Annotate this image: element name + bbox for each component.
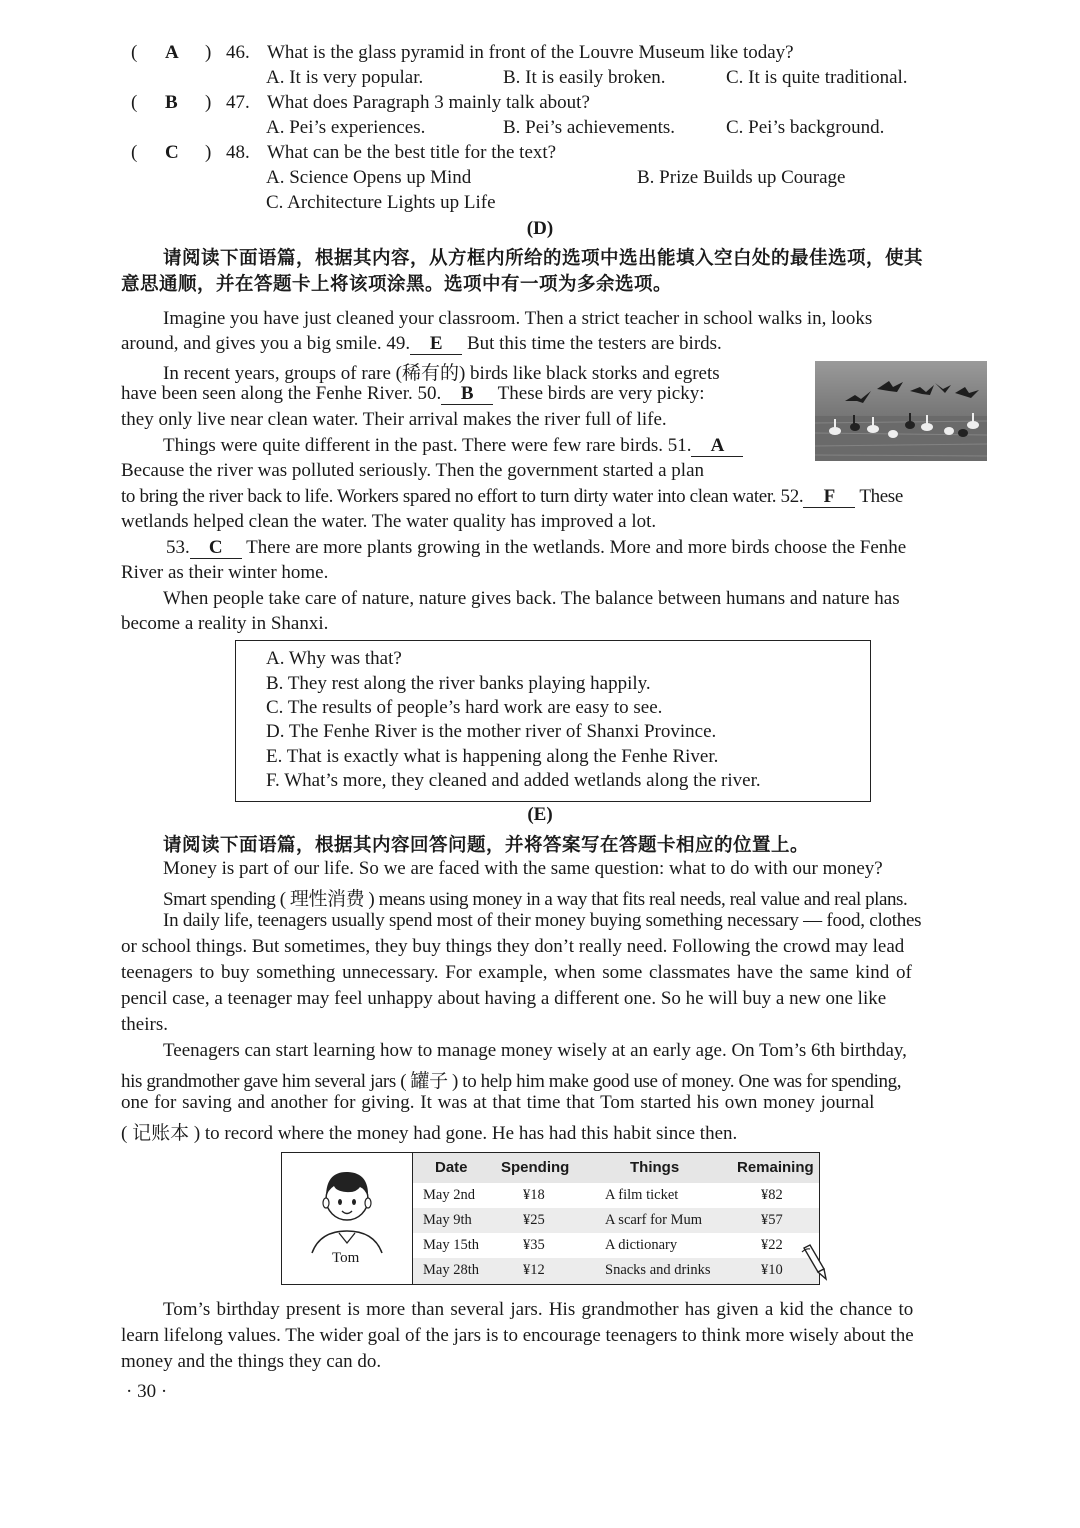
question-number: 47. [226,92,250,113]
option-c: C. The results of people’s hard work are easy to see. [266,697,663,718]
text: There are more plants growing in the wetlands. More and more birds choose the Fenhe [241,537,907,558]
passage-d-line: River as their winter home. [121,562,329,583]
cell-thing: A scarf for Mum [605,1212,703,1228]
cell-remaining: ¥82 [761,1187,783,1203]
section-d-heading: (D) [526,218,554,239]
blank-49: E [410,334,462,355]
passage-e-line: one for saving and another for giving. It was at that time that Tom started his own money journal [121,1092,875,1113]
paren-open: ( [131,142,138,163]
options-box [235,640,871,802]
option-c: C. It is quite traditional. [726,67,908,88]
passage-e-line: Teenagers can start learning how to manage money wisely at an early age. On Tom’s 6th birthday, [163,1040,907,1061]
passage-e-line: money and the things they can do. [121,1351,382,1372]
passage-e-line: Smart spending ( 理性消费 ) means using money in a way that fits real needs, real value and real plans. [163,889,908,910]
paren-open: ( [131,42,138,63]
blank-52: F [803,487,855,508]
passage-e-line: his grandmother gave him several jars ( 罐子 ) to help him make good use of money. One was for spending, [121,1071,902,1092]
text: to bring the river back to life. Workers spared no effort to turn dirty water into clean water. 52. [121,486,804,507]
question-stem: What is the glass pyramid in front of the Louvre Museum like today? [267,42,794,63]
tom-illustration [282,1157,412,1257]
passage-e-line: Tom’s birthday present is more than several jars. His grandmother has given a kid the chance to [163,1299,914,1320]
passage-d-line [166,537,906,559]
answer-48: C [165,142,179,163]
text: Things were quite different in the past. There were few rare birds. 51. [163,435,692,456]
cell-thing: Snacks and drinks [605,1262,711,1278]
passage-e-line: pencil case, a teenager may feel unhappy about having a different one. So he will buy a new one like [121,988,887,1009]
pencil-icon [800,1244,830,1286]
option-f: F. What’s more, they cleaned and added wetlands along the river. [266,770,761,791]
cell-thing: A dictionary [605,1237,678,1253]
question-number: 46. [226,42,250,63]
header-date: Date [435,1159,468,1176]
blank-51: A [691,436,743,457]
passage-e-line: teenagers to buy something unnecessary. For example, when some classmates have the same kind of [121,962,912,983]
passage-e-line: learn lifelong values. The wider goal of the jars is to encourage teenagers to think more wisely about the [121,1325,914,1346]
cell-remaining: ¥57 [761,1212,783,1228]
option-b: B. Prize Builds up Courage [637,167,846,188]
cell-date: May 9th [423,1212,472,1228]
cell-date: May 2nd [423,1187,475,1203]
passage-e-line: or school things. But sometimes, they buy things they don’t really need. Following the crowd may lead [121,936,905,957]
tom-cell [282,1153,413,1284]
text: But this time the testers are birds. [462,333,722,354]
passage-d-line [121,383,704,405]
option-a: A. It is very popular. [266,67,424,88]
header-things: Things [630,1159,680,1176]
cell-date: May 28th [423,1262,479,1278]
passage-e-line: theirs. [121,1014,168,1035]
answer-46: A [165,42,179,63]
passage-d-line: Because the river was polluted seriously. Then the government started a plan [121,460,705,481]
cell-thing: A film ticket [605,1187,679,1203]
passage-d-line: Imagine you have just cleaned your classroom. Then a strict teacher in school walks in, looks [163,308,873,329]
option-a: A. Science Opens up Mind [266,167,472,188]
table-row [413,1183,819,1208]
bird-photo [815,361,987,461]
question-stem: What can be the best title for the text? [267,142,557,163]
paren-close: ) [205,42,212,63]
option-b: B. It is easily broken. [503,67,666,88]
text: These [855,486,903,507]
cell-spending: ¥35 [523,1237,545,1253]
cell-remaining: ¥22 [761,1237,783,1253]
header-remaining: Remaining [737,1159,814,1176]
option-a: A. Why was that? [266,648,402,669]
table-row [413,1233,819,1258]
option-a: A. Pei’s experiences. [266,117,426,138]
text: These birds are very picky: [493,383,705,404]
table-row [413,1208,819,1233]
option-d: D. The Fenhe River is the mother river of Shanxi Province. [266,721,717,742]
cell-spending: ¥12 [523,1262,545,1278]
passage-d-line [163,435,743,457]
section-e-instruction: 请阅读下面语篇，根据其内容回答问题，并将答案写在答题卡相应的位置上。 [163,835,810,856]
question-number: 48. [226,142,250,163]
page-number: · 30 · [126,1381,168,1402]
cell-spending: ¥25 [523,1212,545,1228]
journal-grid [413,1153,819,1284]
paren-close: ) [205,92,212,113]
header-spending: Spending [501,1159,570,1176]
text: have been seen along the Fenhe River. 50. [121,383,442,404]
blank-50: B [441,384,493,405]
option-b: B. They rest along the river banks playing happily. [266,673,651,694]
option-c: C. Architecture Lights up Life [266,192,496,213]
option-c: C. Pei’s background. [726,117,885,138]
passage-d-line [121,486,903,508]
text: around, and gives you a big smile. 49. [121,333,411,354]
section-e-heading: (E) [527,804,553,825]
paren-open: ( [131,92,138,113]
text: 53. [166,537,190,558]
passage-d-line: In recent years, groups of rare (稀有的) birds like black storks and egrets [163,363,720,384]
section-d-instruction-2: 意思通顺，并在答题卡上将该项涂黑。选项中有一项为多余选项。 [121,274,673,295]
blank-53: C [190,538,242,559]
passage-e-line: In daily life, teenagers usually spend most of their money buying something necessary — food, clothes [163,910,922,931]
paren-close: ) [205,142,212,163]
section-d-instruction-1: 请阅读下面语篇，根据其内容，从方框内所给的选项中选出能填入空白处的最佳选项，使其 [163,248,924,269]
passage-d-line: wetlands helped clean the water. The water quality has improved a lot. [121,511,657,532]
option-e: E. That is exactly what is happening along the Fenhe River. [266,746,719,767]
tom-label: Tom [332,1250,360,1266]
cell-date: May 15th [423,1237,479,1253]
table-row [413,1258,819,1284]
passage-d-line: When people take care of nature, nature gives back. The balance between humans and nature has [163,588,900,609]
cell-spending: ¥18 [523,1187,545,1203]
passage-d-line: become a reality in Shanxi. [121,613,329,634]
option-b: B. Pei’s achievements. [503,117,676,138]
question-stem: What does Paragraph 3 mainly talk about? [267,92,590,113]
passage-e-line: ( 记账本 ) to record where the money had gone. He has had this habit since then. [121,1123,738,1144]
answer-47: B [165,92,178,113]
passage-d-line: they only live near clean water. Their arrival makes the river full of life. [121,409,667,430]
storks-egrets-illustration [815,361,987,461]
table-header-row [413,1153,819,1183]
money-journal-table [281,1152,820,1285]
cell-remaining: ¥10 [761,1262,783,1278]
passage-e-line: Money is part of our life. So we are faced with the same question: what to do with our money? [163,858,883,879]
passage-d-line [121,333,722,355]
